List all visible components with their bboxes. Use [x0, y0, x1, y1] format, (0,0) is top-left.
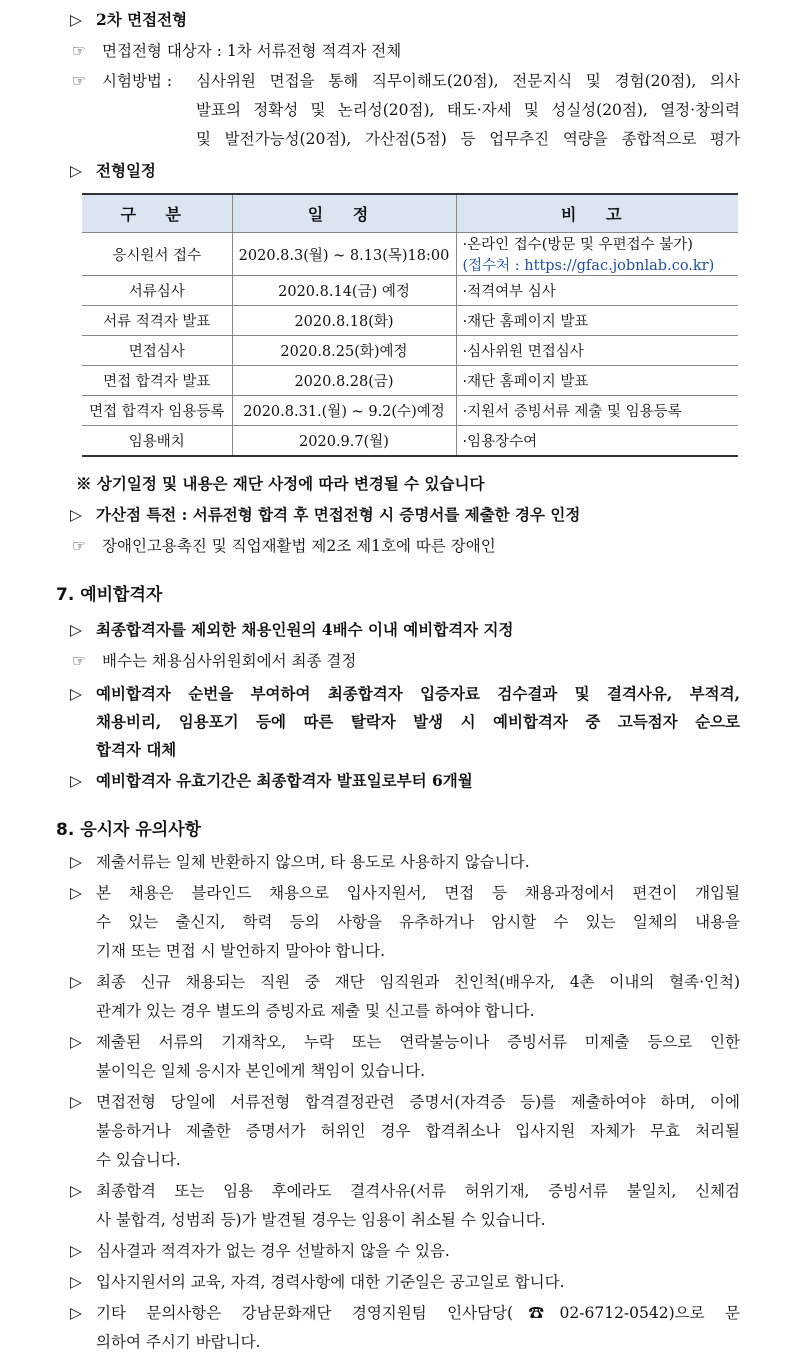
table-row	[82, 276, 738, 306]
section8-item: ▷ 입사지원서의 교육, 자격, 경력사항에 대한 기준일은 공고일로 합니다.	[70, 1273, 565, 1291]
schedule-table	[82, 193, 738, 457]
triangle-bullet-icon: ▷	[70, 1273, 82, 1291]
section8-item-line: 면접전형 당일에 서류전형 합격결정관련 증명서(자격증 등)를 제출하여야 하며, 이에	[96, 1093, 740, 1111]
triangle-bullet-icon: ▷	[70, 620, 82, 639]
schedule-footnote: ※ 상기일정 및 내용은 재단 사정에 따라 변경될 수 있습니다	[76, 474, 485, 493]
section8-item-line: 기재 또는 면접 시 발언하지 말아야 합니다.	[96, 942, 386, 960]
row-date: 2020.8.14(금) 예정	[232, 276, 456, 306]
table-row	[82, 233, 738, 276]
section8-item-line: 제출된 서류의 기재착오, 누락 또는 연락불능이나 증빙서류 미제출 등으로 인한	[96, 1033, 740, 1051]
row-date: 2020.8.25(화)예정	[232, 336, 456, 366]
triangle-bullet-icon: ▷	[70, 684, 82, 703]
row-date: 2020.9.7(월)	[232, 426, 456, 457]
row-item: 면접심사	[82, 336, 232, 366]
table-row	[82, 306, 738, 336]
section8-item-line: 수 있는 출신지, 학력 등의 사항을 유추하거나 암시할 수 있는 일체의 내용을	[96, 913, 740, 931]
section7-item-line: 합격자 대체	[96, 740, 177, 759]
triangle-bullet-icon: ▷	[70, 853, 82, 871]
section8-title: 8. 응시자 유의사항	[56, 820, 202, 840]
row-note: ·임용장수여	[456, 426, 738, 457]
section8-item-line: 기타 문의사항은 강남문화재단 경영지원팀 인사담당(☎02-6712-0542)으로 문	[96, 1304, 740, 1322]
triangle-bullet-icon: ▷	[70, 1093, 82, 1111]
section8-item-line: 불응하거나 제출한 증명서가 허위인 경우 합격취소나 입사지원 자체가 무효 처리될	[96, 1122, 740, 1140]
bonus-sub: ☞ 장애인고용촉진 및 직업재활법 제2조 제1호에 따른 장애인	[72, 537, 496, 555]
pointing-hand-icon: ☞	[72, 72, 86, 90]
application-url[interactable]: (접수처 : https://gfac.jobnlab.co.kr)	[462, 258, 715, 274]
row-date: 2020.8.3(월) ~ 8.13(목)18:00	[232, 233, 456, 276]
row-note: ·심사위원 면접심사	[456, 336, 738, 366]
section7-item: ▷ 예비합격자 유효기간은 최종합격자 발표일로부터 6개월	[70, 771, 473, 790]
row-note: ·온라인 접수(방문 및 우편접수 불가) (접수처 : https://gfac.jobnlab.co.kr)	[456, 233, 738, 276]
table-row	[82, 396, 738, 426]
row-note: ·적격여부 심사	[456, 276, 738, 306]
row-item: 서류 적격자 발표	[82, 306, 232, 336]
triangle-bullet-icon: ▷	[70, 10, 82, 29]
section8-item-line: 의하여 주시기 바랍니다.	[96, 1333, 261, 1351]
section8-item-line: 최종 신규 채용되는 직원 중 재단 임직원과 친인척(배우자, 4촌 이내의 혈족·인척)	[96, 973, 740, 991]
triangle-bullet-icon: ▷	[70, 1182, 82, 1200]
pointing-hand-icon: ☞	[72, 42, 86, 60]
section8-item-line: 사 불합격, 성범죄 등)가 발견될 경우는 임용이 취소될 수 있습니다.	[96, 1211, 546, 1229]
section8-item: ▷ 심사결과 적격자가 없는 경우 선발하지 않을 수 있음.	[70, 1242, 450, 1260]
row-item: 임용배치	[82, 426, 232, 457]
row-note: ·지원서 증빙서류 제출 및 임용등록	[456, 396, 738, 426]
schedule-heading: ▷ 전형일정	[70, 161, 156, 180]
section7-item: ▷ 최종합격자를 제외한 채용인원의 4배수 이내 예비합격자 지정	[70, 620, 514, 639]
triangle-bullet-icon: ▷	[70, 1304, 82, 1322]
interview-method-line: 발표의 정확성 및 논리성(20점), 태도·자세 및 성실성(20점), 열정·창의력	[196, 101, 740, 119]
interview-method-line: 및 발전가능성(20점), 가산점(5점) 등 업무추진 역량을 종합적으로 평가	[196, 130, 740, 148]
section7-item-line: 예비합격자 순번을 부여하여 최종합격자 입증자료 검수결과 및 결격사유, 부적격,	[96, 684, 740, 703]
triangle-bullet-icon: ▷	[70, 161, 82, 180]
triangle-bullet-icon: ▷	[70, 1033, 82, 1051]
table-row	[82, 426, 738, 457]
row-item: 응시원서 접수	[82, 233, 232, 276]
pointing-hand-icon: ☞	[72, 537, 86, 555]
section8-item-line: 불이익은 일체 응시자 본인에게 책임이 있습니다.	[96, 1062, 426, 1080]
row-date: 2020.8.28(금)	[232, 366, 456, 396]
section8-item-line: 본 채용은 블라인드 채용으로 입사지원서, 면접 등 채용과정에서 편견이 개입될	[96, 884, 740, 902]
header-category: 구 분	[82, 194, 232, 233]
pointing-hand-icon: ☞	[72, 652, 86, 670]
row-item: 서류심사	[82, 276, 232, 306]
header-note: 비 고	[456, 194, 738, 233]
row-item: 면접 합격자 발표	[82, 366, 232, 396]
section8-item-line: 수 있습니다.	[96, 1151, 181, 1169]
row-date: 2020.8.18(화)	[232, 306, 456, 336]
triangle-bullet-icon: ▷	[70, 505, 82, 524]
interview-target: ☞ 면접전형 대상자 : 1차 서류전형 적격자 전체	[72, 42, 402, 60]
section7-title: 7. 예비합격자	[56, 585, 163, 605]
section7-item-line: 채용비리, 임용포기 등에 따른 탈락자 발생 시 예비합격자 중 고득점자 순으로	[96, 712, 740, 731]
section8-item-line: 최종합격 또는 임용 후에라도 결격사유(서류 허위기재, 증빙서류 불일치, 신체검	[96, 1182, 740, 1200]
bonus-line: ▷ 가산점 특전 : 서류전형 합격 후 면접전형 시 증명서를 제출한 경우 인정	[70, 505, 581, 524]
row-note: ·재단 홈페이지 발표	[456, 306, 738, 336]
interview-method-label: ☞ 시험방법 :	[72, 72, 173, 90]
table-row	[82, 366, 738, 396]
section8-item-line: 관계가 있는 경우 별도의 증빙자료 제출 및 신고를 하여야 합니다.	[96, 1002, 535, 1020]
interview-heading: ▷ 2차 면접전형	[70, 10, 188, 29]
table-header-row	[82, 194, 738, 233]
header-date: 일 정	[232, 194, 456, 233]
triangle-bullet-icon: ▷	[70, 1242, 82, 1260]
table-row	[82, 336, 738, 366]
row-note: ·재단 홈페이지 발표	[456, 366, 738, 396]
row-date: 2020.8.31.(월) ~ 9.2(수)예정	[232, 396, 456, 426]
triangle-bullet-icon: ▷	[70, 771, 82, 790]
interview-method-line: 심사위원 면접을 통해 직무이해도(20점), 전문지식 및 경험(20점), 의사	[196, 72, 740, 90]
triangle-bullet-icon: ▷	[70, 973, 82, 991]
row-item: 면접 합격자 임용등록	[82, 396, 232, 426]
section7-item-sub: ☞ 배수는 채용심사위원회에서 최종 결정	[72, 652, 357, 670]
section8-item: ▷ 제출서류는 일체 반환하지 않으며, 타 용도로 사용하지 않습니다.	[70, 853, 530, 871]
triangle-bullet-icon: ▷	[70, 884, 82, 902]
